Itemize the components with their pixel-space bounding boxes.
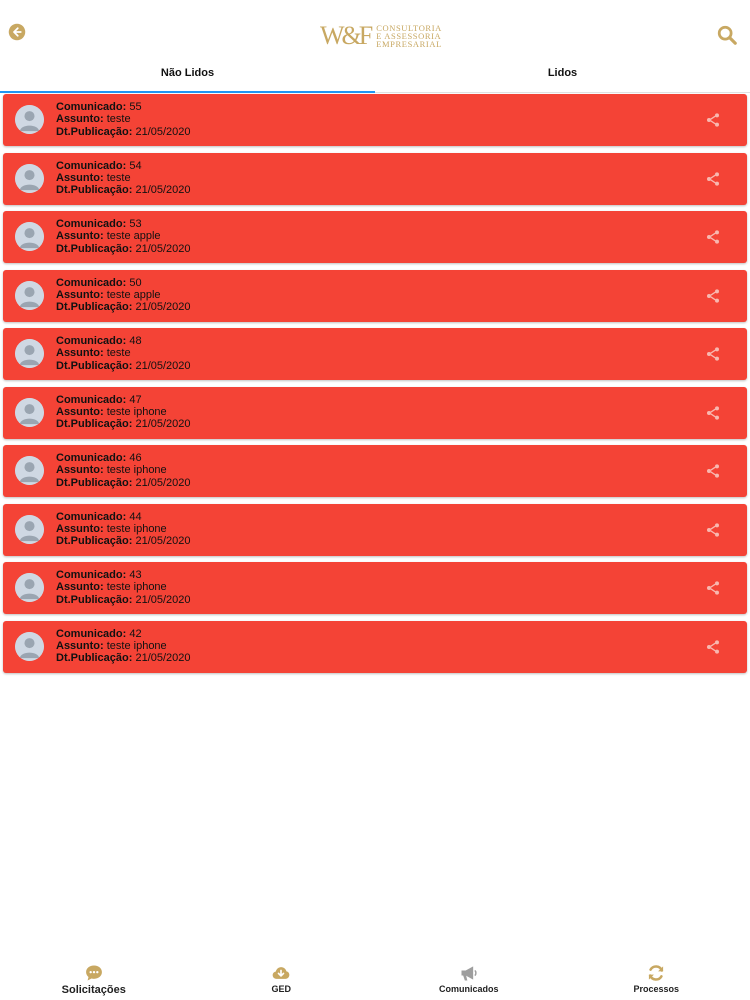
comunicado-line: Comunicado: 53 (56, 218, 142, 230)
share-icon[interactable] (705, 522, 721, 538)
share-icon[interactable] (705, 463, 721, 479)
avatar-icon (15, 105, 44, 134)
logo-text: CONSULTORIA E ASSESSORIA EMPRESARIAL (376, 23, 442, 49)
comunicado-number: 42 (129, 627, 142, 640)
nav-label: Processos (633, 984, 680, 994)
cloud-download-icon (271, 963, 291, 983)
tab-lidos[interactable]: Lidos (547, 67, 578, 79)
assunto-line: Assunto: teste (56, 113, 131, 126)
share-icon[interactable] (705, 405, 721, 421)
publicacao-date: 21/05/2020 (135, 301, 191, 314)
comunicado-card[interactable] (3, 504, 747, 556)
card-details (56, 335, 191, 372)
publicacao-line: Dt.Publicação: 21/05/2020 (56, 418, 191, 431)
comunicados-list (3, 94, 747, 679)
card-details (56, 394, 191, 431)
comunicado-number: 43 (129, 569, 142, 581)
comunicado-card[interactable] (3, 328, 747, 380)
assunto-value: teste apple (106, 288, 161, 301)
publicacao-date: 21/05/2020 (135, 593, 191, 606)
assunto-value: teste (106, 171, 131, 184)
assunto-value: teste iphone (106, 405, 167, 418)
app-header (0, 0, 750, 62)
comunicado-line: Comunicado: 42 (56, 627, 142, 640)
comunicado-card[interactable] (3, 387, 747, 439)
assunto-line: Assunto: teste iphone (56, 405, 167, 418)
share-icon[interactable] (705, 346, 721, 362)
comunicado-line: Comunicado: 54 (56, 159, 142, 172)
comunicado-line: Comunicado: 44 (56, 510, 142, 523)
card-details (56, 628, 191, 665)
assunto-line: Assunto: teste iphone (56, 639, 167, 652)
assunto-line: Assunto: teste iphone (56, 464, 167, 477)
publicacao-date: 21/05/2020 (135, 242, 191, 255)
comunicado-number: 46 (129, 452, 142, 464)
comunicado-number: 50 (129, 276, 142, 289)
assunto-line: Assunto: teste apple (56, 288, 161, 301)
comunicado-line: Comunicado: 47 (56, 393, 142, 406)
publicacao-line: Dt.Publicação: 21/05/2020 (56, 184, 191, 197)
logo-mark: W&F (320, 21, 371, 50)
comunicado-card[interactable] (3, 211, 747, 263)
assunto-value: teste iphone (106, 639, 167, 652)
card-details (56, 452, 191, 489)
tab-nao-lidos[interactable]: Não Lidos (0, 62, 375, 92)
comunicado-line: Comunicado: 55 (56, 101, 142, 113)
share-icon[interactable] (705, 229, 721, 245)
bottom-nav (0, 955, 750, 1000)
comunicado-number: 54 (129, 159, 142, 172)
card-details (56, 569, 191, 606)
avatar-icon (15, 632, 44, 661)
comunicado-card[interactable] (3, 621, 747, 673)
comunicado-number: 55 (129, 101, 142, 113)
nav-label: Comunicados (438, 984, 499, 994)
megaphone-icon (459, 963, 479, 983)
nav-label: GED (271, 984, 291, 994)
publicacao-line: Dt.Publicação: 21/05/2020 (56, 242, 191, 255)
nav-ged[interactable] (188, 955, 376, 1000)
tab-bar (0, 62, 750, 93)
comunicado-line: Comunicado: 48 (56, 335, 142, 347)
publicacao-date: 21/05/2020 (135, 535, 191, 548)
chat-bubble-icon (84, 963, 104, 983)
card-details (56, 101, 191, 138)
assunto-line: Assunto: teste (56, 171, 131, 184)
avatar-icon (15, 281, 44, 310)
assunto-value: teste apple (106, 230, 161, 243)
publicacao-line: Dt.Publicação: 21/05/2020 (56, 593, 191, 606)
assunto-line: Assunto: teste iphone (56, 522, 167, 535)
comunicado-card[interactable] (3, 270, 747, 322)
publicacao-date: 21/05/2020 (135, 652, 191, 665)
avatar-icon (15, 515, 44, 544)
assunto-line: Assunto: teste iphone (56, 581, 167, 594)
comunicado-card[interactable] (3, 562, 747, 614)
assunto-value: teste iphone (106, 522, 167, 535)
comunicado-number: 44 (129, 510, 142, 523)
card-details (56, 511, 191, 548)
share-icon[interactable] (705, 171, 721, 187)
share-icon[interactable] (705, 639, 721, 655)
comunicado-number: 48 (129, 335, 142, 347)
comunicado-card[interactable] (3, 153, 747, 205)
publicacao-line: Dt.Publicação: 21/05/2020 (56, 652, 191, 665)
publicacao-date: 21/05/2020 (135, 359, 191, 372)
assunto-value: teste (106, 113, 131, 126)
publicacao-line: Dt.Publicação: 21/05/2020 (56, 476, 191, 489)
publicacao-date: 21/05/2020 (135, 125, 191, 138)
publicacao-date: 21/05/2020 (135, 476, 191, 489)
share-icon[interactable] (705, 112, 721, 128)
share-icon[interactable] (705, 580, 721, 596)
avatar-icon (15, 164, 44, 193)
card-details (56, 218, 191, 255)
comunicado-line: Comunicado: 50 (56, 276, 142, 289)
avatar-icon (15, 222, 44, 251)
comunicado-card[interactable] (3, 445, 747, 497)
comunicado-card[interactable] (3, 94, 747, 146)
assunto-value: teste (106, 347, 131, 360)
publicacao-date: 21/05/2020 (135, 184, 191, 197)
publicacao-line: Dt.Publicação: 21/05/2020 (56, 535, 191, 548)
publicacao-date: 21/05/2020 (135, 418, 191, 431)
assunto-line: Assunto: teste (56, 347, 131, 360)
assunto-value: teste iphone (106, 464, 167, 477)
avatar-icon (15, 456, 44, 485)
assunto-line: Assunto: teste apple (56, 230, 161, 243)
publicacao-line: Dt.Publicação: 21/05/2020 (56, 125, 191, 138)
comunicado-number: 53 (129, 218, 142, 230)
nav-processos[interactable] (563, 955, 750, 1000)
nav-comunicados[interactable] (375, 955, 563, 1000)
nav-solicitacoes[interactable] (0, 955, 188, 1000)
share-icon[interactable] (705, 288, 721, 304)
publicacao-line: Dt.Publicação: 21/05/2020 (56, 359, 191, 372)
comunicado-number: 47 (129, 393, 142, 406)
nav-label: Solicitações (61, 984, 126, 996)
avatar-icon (15, 573, 44, 602)
publicacao-line: Dt.Publicação: 21/05/2020 (56, 301, 191, 314)
comunicado-line: Comunicado: 43 (56, 569, 142, 581)
avatar-icon (15, 398, 44, 427)
card-details (56, 277, 191, 314)
search-icon[interactable] (716, 24, 738, 46)
comunicado-line: Comunicado: 46 (56, 452, 142, 464)
company-logo (320, 22, 442, 50)
assunto-value: teste iphone (106, 581, 167, 594)
back-arrow-icon[interactable] (8, 23, 26, 41)
card-details (56, 160, 191, 197)
refresh-icon (646, 963, 666, 983)
avatar-icon (15, 339, 44, 368)
